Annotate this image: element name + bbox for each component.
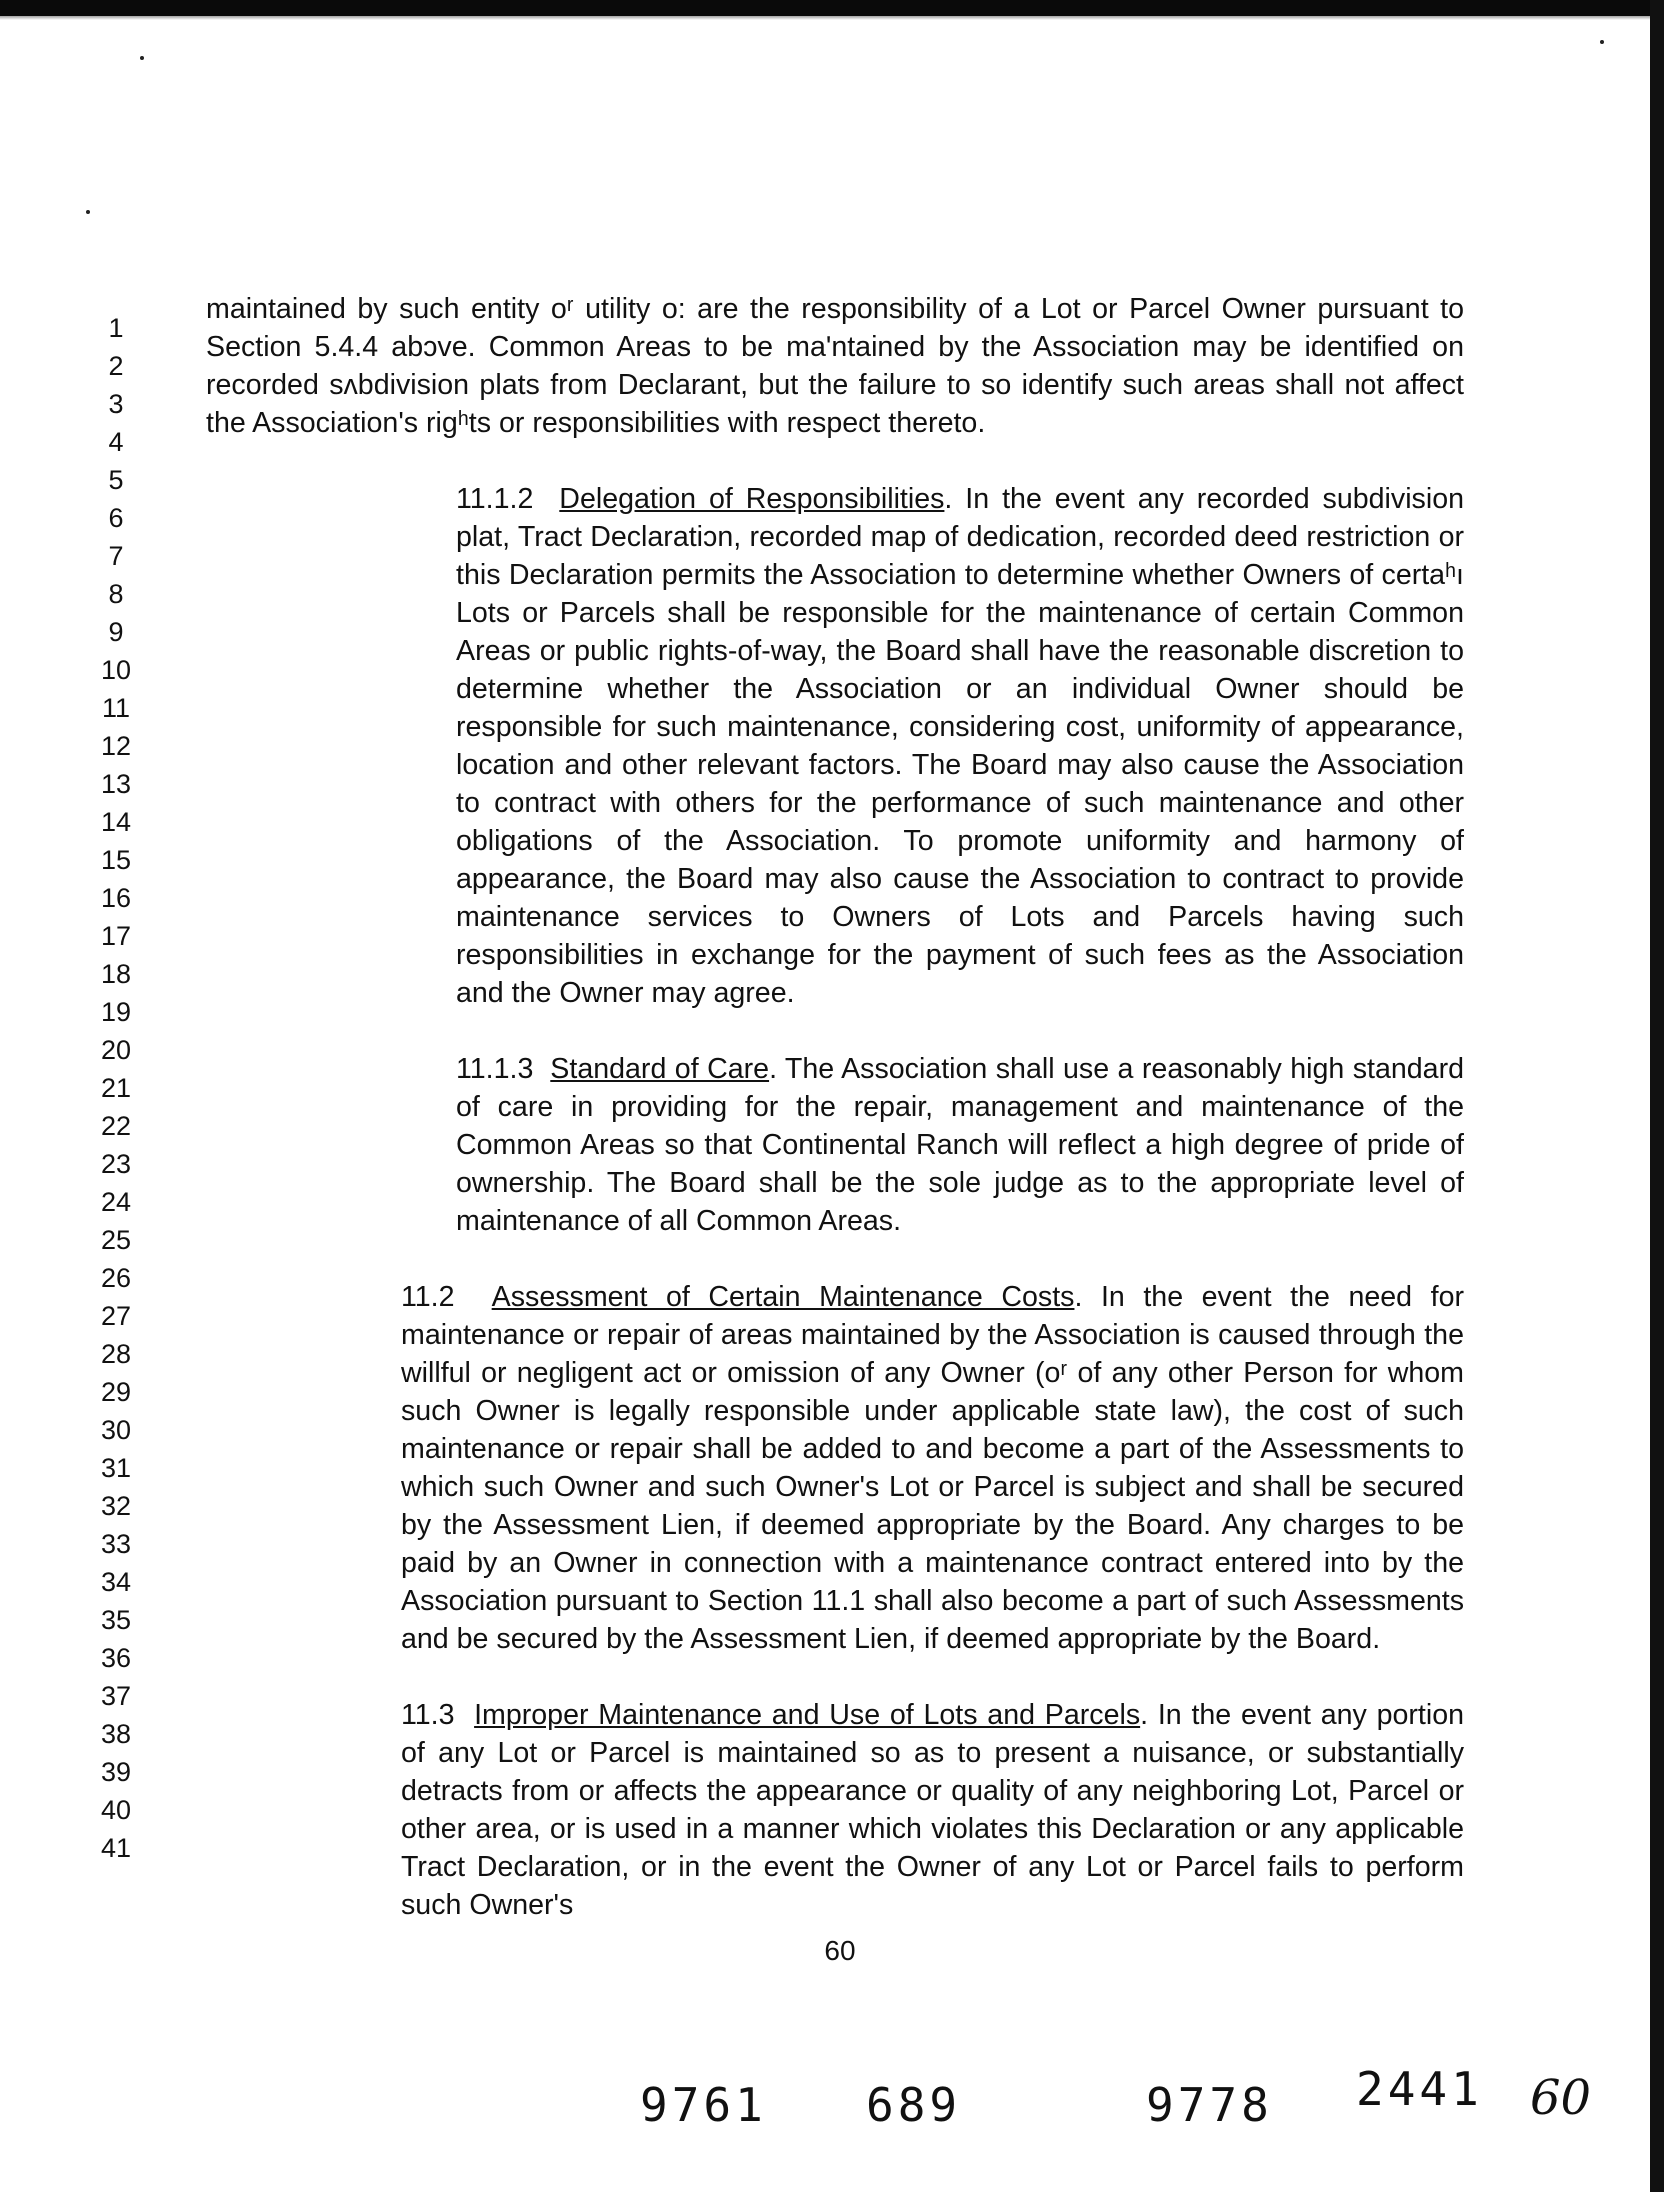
line-number: 31 <box>100 1453 132 1483</box>
section-11-2 <box>206 1278 1464 1658</box>
section-text: . In the event any portion of any Lot or Parcel is maintained so as to present a nuisance, or substantially detracts from or affects the appearance or quality of any neighboring Lot, Parcel or other area, or is used in a manner which violates this Declaration or any applicable Tract Declaration, or in the event the Owner of any Lot or Parcel fails to perform such Owner's <box>401 1699 1464 1921</box>
line-number: 3 <box>108 389 124 419</box>
line-number: 1 <box>108 313 124 343</box>
line-number-column <box>96 309 136 1867</box>
section-number: 11.3 <box>401 1699 455 1731</box>
scan-speck <box>1600 40 1604 44</box>
scan-top-border <box>0 0 1664 16</box>
section-text: . In the event the need for maintenance or repair of areas maintained by the Association is caused through the willful or negligent act or omission of any Owner (oʳ of any other Person for whom such Owner is legally responsible under applicable state law), the cost of such maintenance or repair shall be added to and become a part of the Assessments to which such Owner and such Owner's Lot or Parcel is subject and shall be secured by the Assessment Lien, if deemed appropriate by the Board. Any charges to be paid by an Owner in connection with a maintenance contract entered into by the Association pursuant to Section 11.1 shall also become a part of such Assessments and be secured by the Assessment Lien, if deemed appropriate by the Board. <box>401 1281 1464 1655</box>
line-number: 38 <box>100 1719 132 1749</box>
scan-right-border <box>1650 0 1664 2192</box>
section-11-1-3 <box>206 1050 1464 1240</box>
section-title: Standard of Care <box>550 1053 770 1085</box>
bates-stamp-4: 2441 <box>1356 2062 1483 2116</box>
section-text: . The Association shall use a reasonably high standard of care in providing for the repair, management and maintenance of the Common Areas so that Continental Ranch will reflect a high degree of pride of ownership. The Board shall be the sole judge as to the appropriate level of maintenance of all Common Areas. <box>456 1053 1464 1237</box>
scan-speck <box>140 56 144 60</box>
line-number: 7 <box>108 541 124 571</box>
bates-stamp-2: 689 <box>866 2078 962 2132</box>
line-number: 5 <box>108 465 124 495</box>
line-number: 6 <box>108 503 124 533</box>
line-number: 10 <box>100 655 132 685</box>
line-number: 35 <box>100 1605 132 1635</box>
line-number: 17 <box>100 921 132 951</box>
document-body <box>206 290 1464 1924</box>
line-number: 23 <box>100 1149 132 1179</box>
line-number: 16 <box>100 883 132 913</box>
line-number: 14 <box>100 807 132 837</box>
line-number: 41 <box>100 1833 132 1863</box>
line-number: 8 <box>108 579 124 609</box>
line-number: 30 <box>100 1415 132 1445</box>
section-title: Assessment of Certain Maintenance Costs <box>491 1281 1075 1313</box>
section-number: 11.1.2 <box>456 483 534 515</box>
line-number: 40 <box>100 1795 132 1825</box>
bates-stamp-1: 9761 <box>640 2078 767 2132</box>
line-number: 26 <box>100 1263 132 1293</box>
scan-top-shade <box>0 16 1664 20</box>
line-number: 4 <box>108 427 124 457</box>
line-number: 19 <box>100 997 132 1027</box>
line-number: 24 <box>100 1187 132 1217</box>
section-title: Delegation of Responsibilities <box>559 483 945 515</box>
section-11-3 <box>206 1696 1464 1924</box>
line-number: 33 <box>100 1529 132 1559</box>
line-number: 32 <box>100 1491 132 1521</box>
section-number: 11.1.3 <box>456 1053 534 1085</box>
section-title: Improper Maintenance and Use of Lots and Parcels <box>474 1699 1141 1731</box>
line-number: 11 <box>101 693 131 723</box>
line-number: 15 <box>100 845 132 875</box>
line-number: 36 <box>100 1643 132 1673</box>
line-number: 2 <box>108 351 124 381</box>
line-number: 22 <box>100 1111 132 1141</box>
section-11-1-2 <box>206 480 1464 1012</box>
line-number: 37 <box>100 1681 132 1711</box>
line-number: 20 <box>100 1035 132 1065</box>
line-number: 13 <box>100 769 132 799</box>
line-number: 21 <box>100 1073 132 1103</box>
line-number: 29 <box>100 1377 132 1407</box>
line-number: 28 <box>100 1339 132 1369</box>
line-number: 34 <box>100 1567 132 1597</box>
line-number: 25 <box>100 1225 132 1255</box>
page-number: 60 <box>824 1935 856 1966</box>
section-number: 11.2 <box>401 1281 455 1313</box>
line-number: 18 <box>100 959 132 989</box>
line-number: 9 <box>108 617 124 647</box>
handwritten-page-mark: 60 <box>1530 2070 1592 2126</box>
line-number: 27 <box>100 1301 132 1331</box>
paragraph-continuation: maintained by such entity oʳ utility o: are the responsibility of a Lot or Parcel Owner pursuant to Section 5.4.4 abɔve. Common Areas to be maʹntained by the Association may be identified on recorded sʌbdivision plats from Declarant, but the failure to so identify such areas shall not affect the Association's rigʰts or responsibilities with respect thereto. <box>206 293 1464 439</box>
section-text: . In the event any recorded subdivision plat, Tract Declaratiɔn, recorded map of dedication, recorded deed restriction or this Declaration permits the Association to determine whether Owners of certaʰı Lots or Parcels shall be responsible for the maintenance of certain Common Areas or public rights-of-way, the Board shall have the reasonable discretion to determine whether the Association or an individual Owner should be responsible for such maintenance, considering cost, uniformity of appearance, location and other relevant factors. The Board may also cause the Association to contract with others for the performance of such maintenance and other obligations of the Association. To promote uniformity and harmony of appearance, the Board may also cause the Association to contract to provide maintenance services to Owners of Lots and Parcels having such responsibilities in exchange for the payment of such fees as the Association and the Owner may agree. <box>456 483 1465 1009</box>
bates-stamp-3: 9778 <box>1146 2078 1273 2132</box>
line-number: 12 <box>100 731 132 761</box>
scan-speck <box>86 210 90 214</box>
line-number: 39 <box>100 1757 132 1787</box>
